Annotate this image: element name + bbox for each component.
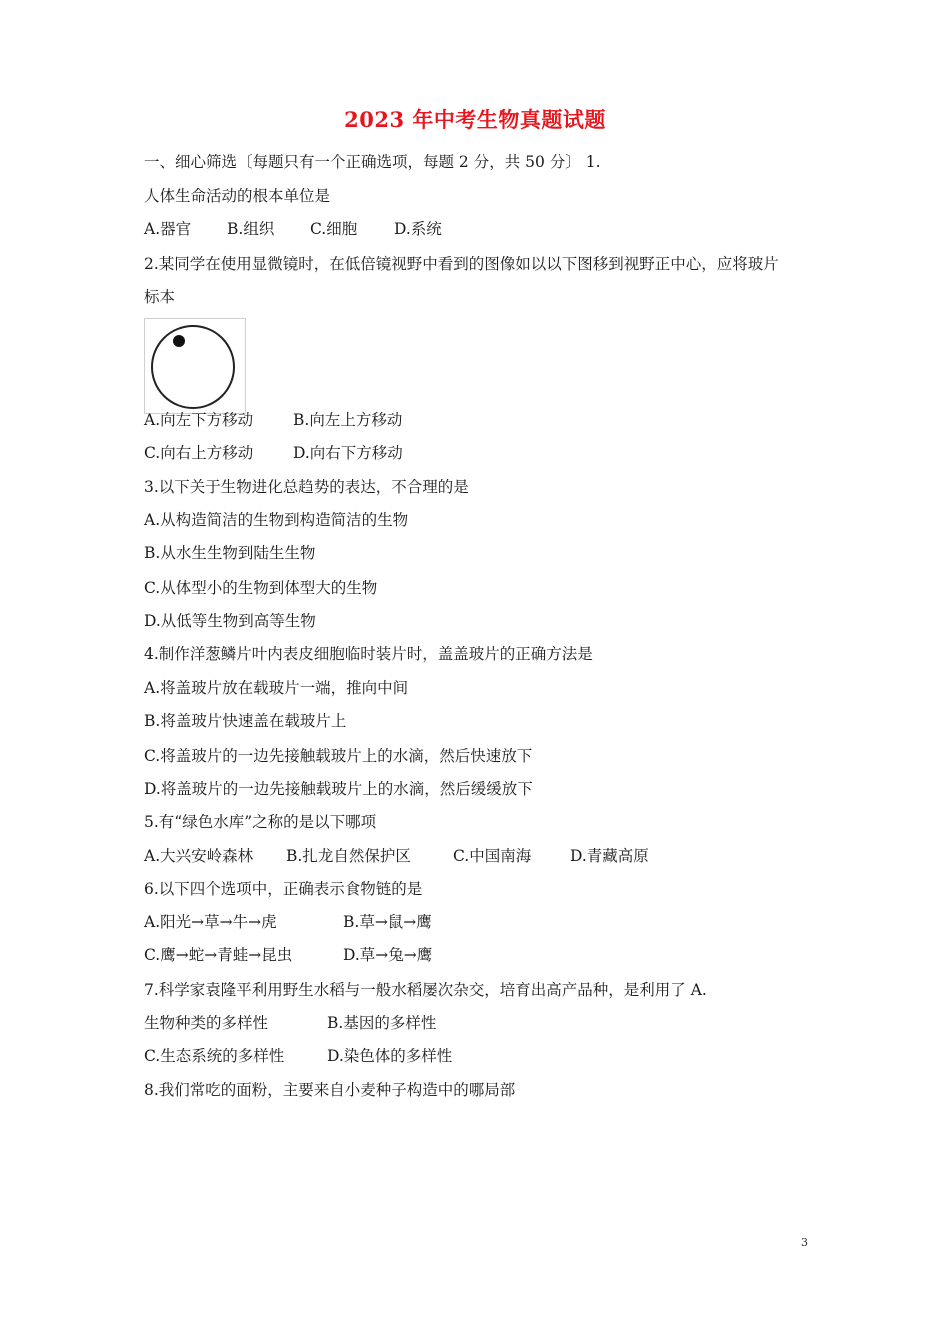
- q2-stem-line2: 标本: [144, 288, 176, 306]
- q2-option-a: A.向左下方移动: [144, 411, 254, 429]
- q7-options-row2: [144, 1046, 452, 1066]
- q5-option-c: C.中国南海: [453, 847, 532, 865]
- specimen-dot: [173, 335, 185, 347]
- microscope-field-diagram: [145, 319, 245, 413]
- q1-option-b: B.组织: [227, 220, 275, 238]
- q7-option-a: 生物种类的多样性: [144, 1014, 269, 1032]
- q7-option-c: C.生态系统的多样性: [144, 1047, 285, 1065]
- q7-stem: 7.科学家袁隆平利用野生水稻与一般水稻屡次杂交，培育出高产品种，是利用了 A.: [144, 981, 707, 999]
- q6-option-a: A.阳光→草→牛→虎: [144, 913, 277, 931]
- q3-option-b: B.从水生生物到陆生生物: [144, 544, 316, 562]
- q2-options-row1: [144, 410, 402, 430]
- q3-stem: 3.以下关于生物进化总趋势的表达，不合理的是: [144, 478, 469, 496]
- page-title: 2023 年中考生物真题试题: [344, 107, 606, 132]
- q2-options-row2: [144, 443, 403, 463]
- q7-options-row1: [144, 1013, 436, 1033]
- q3-option-d: D.从低等生物到高等生物: [144, 612, 316, 630]
- q2-option-b: B.向左上方移动: [293, 411, 403, 429]
- q5-stem: 5.有“绿色水库”之称的是以下哪项: [144, 813, 377, 831]
- q8-stem: 8.我们常吃的面粉，主要来自小麦种子构造中的哪局部: [144, 1081, 516, 1099]
- section-heading: 一、细心筛选〔每题只有一个正确选项，每题 2 分，共 50 分〕 1.: [144, 153, 601, 171]
- q7-option-d: D.染色体的多样性: [327, 1047, 453, 1065]
- microscope-field-figure: [144, 318, 246, 414]
- q6-options-row2: [144, 945, 432, 965]
- q2-option-c: C.向右上方移动: [144, 444, 254, 462]
- q5-option-d: D.青藏高原: [570, 847, 649, 865]
- q6-option-c: C.鹰→蛇→青蛙→昆虫: [144, 946, 293, 964]
- q4-stem: 4.制作洋葱鳞片叶内表皮细胞临时装片时，盖盖玻片的正确方法是: [144, 645, 593, 663]
- q5-options: [144, 846, 649, 866]
- q6-options-row1: [144, 912, 432, 932]
- q1-option-a: A.器官: [144, 220, 192, 238]
- q5-option-a: A.大兴安岭森林: [144, 847, 254, 865]
- q4-option-c: C.将盖玻片的一边先接触载玻片上的水滴，然后快速放下: [144, 747, 533, 765]
- q1-option-d: D.系统: [394, 220, 442, 238]
- q4-option-b: B.将盖玻片快速盖在载玻片上: [144, 712, 347, 730]
- q3-option-c: C.从体型小的生物到体型大的生物: [144, 579, 378, 597]
- q3-option-a: A.从构造简洁的生物到构造简洁的生物: [144, 511, 409, 529]
- q4-option-a: A.将盖玻片放在载玻片一端，推向中间: [144, 679, 409, 697]
- q1-stem: 人体生命活动的根本单位是: [144, 187, 331, 205]
- q6-stem: 6.以下四个选项中，正确表示食物链的是: [144, 880, 423, 898]
- q1-options: [144, 219, 442, 239]
- q4-option-d: D.将盖玻片的一边先接触载玻片上的水滴，然后缓缓放下: [144, 780, 533, 798]
- q2-stem-line1: 2.某同学在使用显微镜时，在低倍镜视野中看到的图像如以以下图移到视野正中心，应将玻片: [144, 255, 779, 273]
- field-of-view-circle: [152, 326, 234, 408]
- q6-option-b: B.草→鼠→鹰: [343, 913, 432, 931]
- page-number: 3: [801, 1236, 808, 1249]
- q2-option-d: D.向右下方移动: [293, 444, 403, 462]
- q5-option-b: B.扎龙自然保护区: [286, 847, 411, 865]
- q1-option-c: C.细胞: [310, 220, 358, 238]
- q6-option-d: D.草→兔→鹰: [343, 946, 433, 964]
- q7-option-b: B.基因的多样性: [327, 1014, 437, 1032]
